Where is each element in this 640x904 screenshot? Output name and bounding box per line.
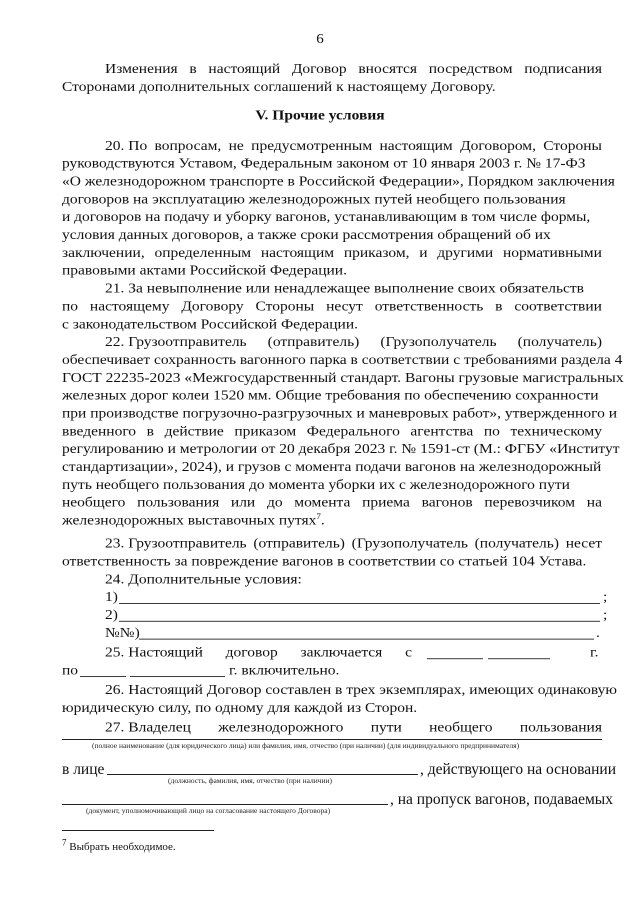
- word: (Грузополучатель: [351, 536, 468, 552]
- word: по: [483, 423, 500, 439]
- word: Договором,: [460, 138, 536, 154]
- word: настоящим: [260, 245, 335, 261]
- word: посредством: [428, 61, 513, 77]
- word: 20. По: [105, 138, 148, 154]
- word: вагонов: [421, 495, 473, 511]
- p24-item-2-number: 2): [105, 607, 118, 623]
- page-number: 6: [316, 32, 324, 47]
- word: Стороны: [543, 138, 602, 154]
- word: Изменения: [105, 61, 178, 77]
- word: агентства: [410, 423, 474, 439]
- p21-line-1: 21. За невыполнение или ненадлежащее выполнение своих обязательств: [105, 280, 584, 297]
- word: несут: [326, 298, 363, 314]
- word: договор: [225, 644, 278, 661]
- word: заключении,: [62, 245, 145, 261]
- word: (Грузополучатель: [380, 334, 497, 350]
- p24-item-1-number: 1): [105, 589, 118, 605]
- word: (отправитель): [253, 536, 345, 552]
- p22-line-2: обеспечивает сохранность вагонного парка в соответствии с требованиями раздела 4: [62, 352, 623, 368]
- word: приказом,: [343, 245, 410, 261]
- word: (получатель): [517, 334, 602, 350]
- p26-line-1: 26. Настоящий Договор составлен в трех экземплярах, имеющих одинаковую: [105, 682, 617, 698]
- word: определенным: [154, 245, 252, 261]
- word: Договору: [181, 298, 244, 314]
- p22-line-7: регулированию и метрологии от 20 декабря 2023 г. № 1591-ст (М.: ФГБУ «Институт: [62, 441, 620, 457]
- footnote-text: Выбрать необходимое.: [66, 841, 176, 853]
- p25-year1-suffix: г.: [590, 644, 599, 661]
- authority-document-blank[interactable]: [62, 804, 388, 805]
- p22-line-4: железных дорог колеи 1520 мм. Общие требования по обеспечению сохранности: [62, 388, 599, 404]
- word: момента: [294, 495, 351, 511]
- word: техническому: [510, 423, 602, 439]
- word: (получатель): [474, 536, 560, 552]
- word: Стороны: [255, 298, 315, 314]
- word: необщего: [429, 719, 493, 736]
- p25-line-2-suffix: г. включительно.: [229, 662, 340, 678]
- p21-line-3: с законодательством Российской Федерации.: [62, 316, 359, 332]
- word: пользования: [137, 495, 220, 511]
- word: на: [586, 495, 602, 511]
- word: в: [495, 298, 503, 314]
- word: 22. Грузоотправитель: [105, 334, 247, 350]
- word: перевозчиком: [484, 495, 576, 511]
- footnote-reference: 7: [316, 511, 321, 521]
- word: пользования: [519, 719, 602, 736]
- p22-line-11-end: .: [320, 512, 325, 529]
- word: приема: [362, 495, 410, 511]
- p24-item-2-semicolon: ;: [603, 607, 608, 623]
- word: с: [405, 644, 412, 661]
- section-title: V. Прочие условия: [255, 107, 385, 124]
- footnote-mark: 7: [62, 837, 67, 848]
- p22-line-9: путь необщего пользования до момента уборки их с железнодорожного пути: [62, 477, 570, 493]
- word: ответственность: [374, 298, 484, 314]
- word: подписания: [524, 61, 602, 77]
- word: до: [266, 495, 283, 511]
- word: пути: [370, 719, 402, 736]
- footnote: [62, 837, 176, 857]
- p24-title: 24. Дополнительные условия:: [105, 571, 302, 587]
- word: настоящим: [379, 138, 453, 154]
- p24-item-n-dot: .: [596, 625, 600, 641]
- intro-line-2: Сторонами дополнительных соглашений к настоящему Договору.: [62, 79, 496, 95]
- p20-line-8: правовыми актами Российской Федерации.: [62, 263, 347, 279]
- word: в: [189, 61, 197, 77]
- p24-item-1-semicolon: ;: [603, 589, 608, 605]
- word: Договор: [291, 61, 347, 77]
- representative-caption: (должность, фамилия, имя, отчество (при наличии): [168, 776, 333, 785]
- word: в: [146, 423, 154, 439]
- word: необщего: [62, 495, 126, 511]
- p20-line-3: «О железнодорожном транспорте в Российской Федерации», Порядком заключения: [62, 173, 615, 190]
- authority-document-caption: (документ, уполномочивающий лицо на согласование настоящего Договора): [86, 806, 331, 815]
- word: вопросам,: [154, 138, 222, 154]
- p22-line-11-text: железнодорожных выставочных путях: [62, 512, 317, 529]
- word: и: [419, 245, 428, 261]
- word: 25. Настоящий: [105, 644, 203, 661]
- word: или: [230, 495, 256, 511]
- p26-line-2: юридическую силу, по одному для каждой из Сторон.: [62, 700, 418, 716]
- word: настоящему: [89, 298, 170, 314]
- footnote-rule: [62, 830, 214, 831]
- word: не: [228, 138, 244, 154]
- word: Федерального: [306, 423, 400, 439]
- owner-name-blank[interactable]: [62, 739, 602, 740]
- word: 23. Грузоотправитель: [105, 536, 247, 552]
- p24-item-n-number: №№): [105, 625, 140, 641]
- word: 27. Владелец: [105, 719, 191, 736]
- word: по: [62, 298, 79, 314]
- p22-line-8: стандартизации», 2024), и грузов с момента подачи вагонов на железнодорожный: [62, 459, 602, 475]
- word: соответствии: [514, 298, 602, 314]
- word: предусмотренным: [251, 138, 373, 154]
- pass-label: , на пропуск вагонов, подаваемых: [390, 791, 613, 808]
- word: железнодорожного: [218, 719, 344, 736]
- p25-line-2-prefix: по: [62, 662, 79, 678]
- owner-name-caption: (полное наименование (для юридического лица) или фамилия, имя, отчество (при наличии) (для индивидуального предпринимателя): [92, 741, 520, 750]
- word: другими: [437, 245, 494, 261]
- acting-on-basis-label: , действующего на основании: [420, 761, 616, 778]
- word: заключается: [300, 644, 383, 661]
- in-person-label: в лице: [62, 761, 105, 778]
- p22-line-3: ГОСТ 22235-2023 «Межгосударственный стандарт. Вагоны грузовые магистральных: [62, 370, 624, 386]
- word: нормативными: [502, 245, 602, 261]
- p23-line-2: ответственность за повреждение вагонов в соответствии со статьей 104 Устава.: [62, 553, 587, 570]
- representative-blank[interactable]: [107, 774, 418, 775]
- word: настоящий: [208, 61, 281, 77]
- word: действие: [164, 423, 224, 439]
- word: несет: [565, 536, 602, 552]
- word: введенного: [62, 423, 137, 439]
- p20-line-5: и договоров на подачу и уборку вагонов, устанавливающим в том числе формы,: [62, 209, 591, 225]
- p22-line-5: при производстве погрузочно-разгрузочных и маневровых работ», утвержденного и: [62, 405, 617, 422]
- word: вносятся: [358, 61, 418, 77]
- word: приказом: [234, 423, 297, 439]
- p20-line-4: договоров на эксплуатацию железнодорожных путей необщего пользования: [62, 191, 566, 207]
- word: (отправитель): [267, 334, 360, 350]
- p20-line-2: руководствуются Уставом, Федеральным законом от 10 января 2003 г. № 17-ФЗ: [62, 156, 586, 172]
- p20-line-6: условия данных договоров, а также сроки рассмотрения обращений об их: [62, 227, 551, 243]
